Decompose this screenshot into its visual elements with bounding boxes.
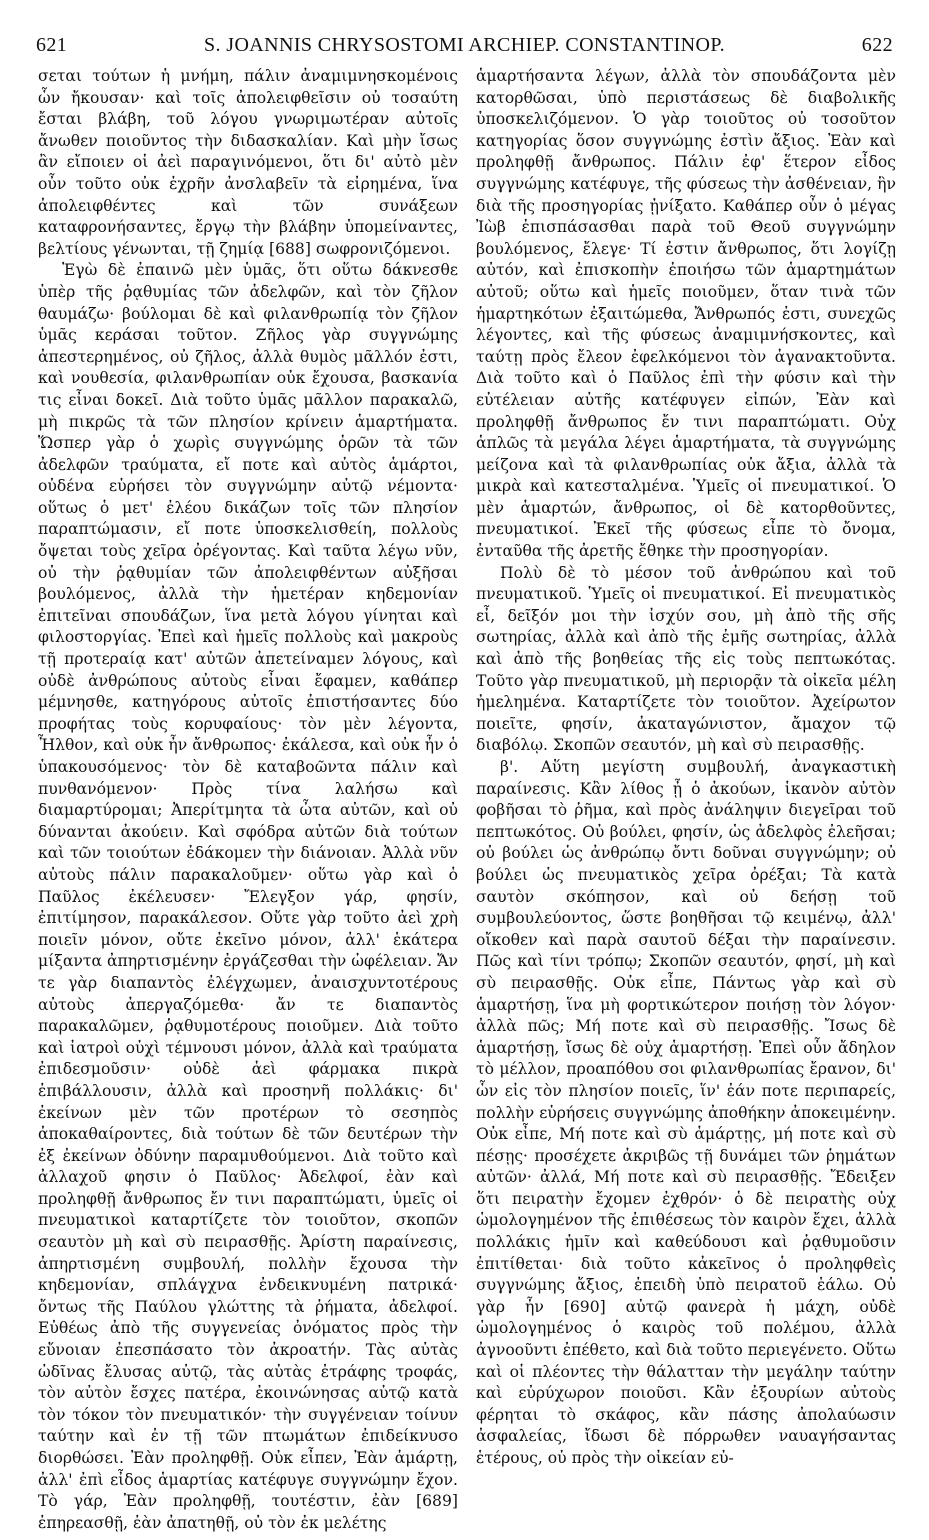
paragraph: β'. Αὕτη μεγίστη συμβουλή, ἀναγκαστικὴ παραίνεσις. Κἂν λίθος ᾖ ὁ ἀκούων, ἱκανὸν αὐτὸν φοβῆσαι τὸ ῥῆμα, καὶ πρὸς ἀνάληψιν διεγεῖραι τοῦ πεπτωκότος. Οὐ βούλει, φησίν, ὡς ἀδελφὸς ἐλεῆσαι; οὐ βούλει ὡς ἀνθρώπῳ ὄντι δοῦναι συγγνώμην; οὐ βούλει ὡς πνευματικὸς χεῖρα ὀρέξαι; Τὰ κατὰ σαυτὸν σκόπησον, καὶ οὐ δεήσῃ τοῦ συμβουλεύοντος, ὥστε βοηθῆσαι τῷ κειμένῳ, ἀλλ' οἴκοθεν καὶ παρὰ σαυτοῦ δέξαι τὴν παραίνεσιν. Πῶς καὶ τίνι τρόπῳ; Σκοπῶν σεαυτόν, φησί, μὴ καὶ σὺ πειρασθῇς. Οὐκ εἶπε, Πάντως γὰρ καὶ σὺ ἁμαρτήσῃ, ἵνα μὴ φορτικώτερον ποιήσῃ τὸν λόγον· ἀλλὰ πῶς; Μή ποτε καὶ σὺ πειρασθῇς. Ἴσως δὲ ἁμαρτήσῃ, ἴσως δὲ οὐχ ἁμαρτήσῃ. Ἐπεὶ οὖν ἄδηλον τὸ μέλλον, προαπόθου σοι φιλανθρωπίας ἔρανον, δι' ὧν εἰς τὸν πλησίον ποιεῖς, ἵν' ἐάν ποτε περιπαρείς, πολλὴν εὑρήσεις συγγνώμης ἀποθήκην ἀποκειμένην. Οὐκ εἶπε, Μή ποτε καὶ σὺ ἁμάρτῃς, μή ποτε καὶ σὺ πέσῃς· προσέχετε ἀκριβῶς τῇ δυνάμει τῶν ῥημάτων αὐτῶν· ἀλλά, Μή ποτε καὶ σὺ πειρασθῇς. Ἔδειξεν ὅτι πειρατὴν ἔχομεν ἐχθρόν· ὁ δὲ πειρατὴς οὐχ ὡμολογημένον τῆς ἐπιθέσεως τὸν καιρὸν ἔχει, ἀλλὰ πολλάκις ἡμῖν καὶ καθεύδουσι καὶ ῥᾳθυμοῦσιν ἐπιτίθεται· διὰ τοῦτο κἀκεῖνος ὁ προληφθεὶς συγγνώμης ἄξιος, ἐπειδὴ ὑπὸ πειρατοῦ ἑάλω. Οὐ γὰρ ἦν [690] αὐτῷ φανερὰ ἡ μάχη, οὐδὲ ὡμολογημένος ὁ καιρὸς τοῦ πολέμου, ἀλλὰ ἀγνοοῦντι ἐπέθετο, καὶ διὰ τοῦτο περιεγένετο. Οὕτω καὶ οἱ πλέοντες τὴν θάλατταν τὴν μεγάλην ταύτην καὶ εὐρύχωρον ποιοῦσι. Κἂν ἐξουρίων αὐτοὺς φέρηται τὸ σκάφος, κἂν πάσης ἀπολαύωσιν ἀσφαλείας, ἴδωσι δὲ πόρρωθεν ναυαγήσαντας ἑτέρους, οὐ πρὸς τὴν οἰκείαν εὐ- bbox=[476, 758, 896, 1467]
paragraph: Πολὺ δὲ τὸ μέσον τοῦ ἀνθρώπου καὶ τοῦ πνευματικοῦ. Ὑμεῖς οἱ πνευματικοί. Εἰ πνευματικὸς εἶ, δεῖξόν μοι τὴν ἰσχύν σου, μὴ ἀπὸ τῆς σῆς σωτηρίας, ἀλλὰ καὶ ἀπὸ τῆς ἐμῆς σωτηρίας, ἀλλὰ καὶ ἀπὸ τῆς βοηθείας τῆς εἰς τοὺς πεπτωκότας. Τοῦτο γὰρ πνευματικοῦ, μὴ περιορᾷν τὰ οἰκεῖα μέλη ἠμελημένα. Καταρτίζετε τὸν τοιοῦτον. Ἀχείρωτον ποιεῖτε, φησίν, ἀκαταγώνιστον, ἄμαχον τῷ διαβόλῳ. Σκοπῶν σεαυτόν, μὴ καὶ σὺ πειρασθῇς. bbox=[476, 563, 896, 755]
page-number-left: 621 bbox=[36, 34, 68, 56]
paragraph: ἁμαρτήσαντα λέγων, ἀλλὰ τὸν σπουδάζοντα μὲν κατορθῶσαι, ὑπὸ περιστάσεως δὲ διαβολικῆς ὑποσκελιζόμενον. Ὁ γὰρ τοιοῦτος οὐ τοσοῦτον κατηγορίας ὅσον συγγνώμης ἐστὶν ἄξιος. Ἐὰν καὶ προληφθῇ ἄνθρωπος. Πάλιν ἐφ' ἕτερον εἶδος συγγνώμης κατέφυγε, τῆς φύσεως τὴν ἀσθένειαν, ἣν διὰ τῆς προσηγορίας ᾐνίξατο. Καθάπερ οὖν ὁ μέγας Ἰὼβ ἐπισπάσασθαι παρὰ τοῦ Θεοῦ συγγνώμην βουλόμενος, ἔλεγε· Τί ἐστιν ἄνθρωπος, ὅτι λογίζῃ αὐτόν, καὶ ἐπισκοπὴν ἐποιήσω τῶν ἁμαρτημάτων αὐτοῦ; οὕτω καὶ ἡμεῖς ποιοῦμεν, ὅταν τινὰ τῶν ἡμαρτηκότων ἐξαιτώμεθα, Ἄνθρωπός ἐστι, συνεχῶς λέγοντες, καὶ τῆς φύσεως ἀναμιμνήσκοντες, καὶ ταύτῃ πρὸς ἔλεον ἐφελκόμενοι τὸν ἀγανακτοῦντα. Διὰ τοῦτο καὶ ὁ Παῦλος ἐπὶ τὴν φύσιν καὶ τὴν εὐτέλειαν αὐτῆς κατέφυγεν εἰπών, Ἐὰν καὶ προληφθῇ ἄνθρωπος ἔν τινι παραπτώματι. Οὐχ ἁπλῶς τὰ μεγάλα λέγει ἁμαρτήματα, τὰ συγγνώμης μείζονα καὶ τὰ φιλανθρωπίας οὐκ ἄξια, ἀλλὰ τὰ μικρὰ καὶ κατεσταλμένα. Ὑμεῖς οἱ πνευματικοί. Ὁ μὲν ἁμαρτών, ἄνθρωπος, οἱ δὲ κατορθοῦντες, πνευματικοί. Ἐκεῖ τῆς φύσεως εἶπε τὸ ὄνομα, ἐνταῦθα τῆς ἀρετῆς ἔθηκε τὴν προσηγορίαν. bbox=[476, 67, 896, 561]
left-column bbox=[38, 66, 458, 1534]
page-header bbox=[36, 34, 893, 60]
paragraph: Ἐγὼ δὲ ἐπαινῶ μὲν ὑμᾶς, ὅτι οὕτω δάκνεσθε ὑπὲρ τῆς ῥᾳθυμίας τῶν ἀδελφῶν, καὶ τὸν ζῆλον θαυμάζω· βούλομαι δὲ καὶ φιλανθρωπίᾳ τὸν ζῆλον ὑμᾶς κεράσαι τοῦτον. Ζῆλος γὰρ συγγνώμης ἀπεστερημένος, οὐ ζῆλος, ἀλλὰ θυμὸς μᾶλλόν ἐστι, καὶ νουθεσία, φιλανθρωπίαν οὐκ ἔχουσα, βασκανία τις εἶναι δοκεῖ. Διὰ τοῦτο ὑμᾶς μᾶλλον παρακαλῶ, μὴ πικρῶς τὰ τῶν πλησίον κρίνειν ἁμαρτήματα. Ὥσπερ γὰρ ὁ χωρὶς συγγνώμης ὁρῶν τὰ τῶν ἀδελφῶν τραύματα, εἴ ποτε καὶ αὐτὸς ἁμάρτοι, οὐδένα εὑρήσει τὸν συγγνώμην αὐτῷ νέμοντα· οὕτως ὁ μετ' ἐλέου δικάζων τοῖς τῶν πλησίον παραπτώμασιν, εἴ ποτε ὑποσκελισθείη, πολλοὺς ὄψεται τοὺς χεῖρα ὀρέγοντας. Καὶ ταῦτα λέγω νῦν, οὐ τὴν ῥᾳθυμίαν τῶν ἀπολειφθέντων αὐξῆσαι βουλόμενος, ἀλλὰ τὴν ἡμετέραν κηδεμονίαν ἐπιτεῖναι σπουδάζων, ἵνα μετὰ λόγου γίνηται καὶ φιλοστοργίας. Ἐπεὶ καὶ ἡμεῖς πολλοὺς καὶ μακροὺς τῇ προτεραίᾳ κατ' αὐτῶν ἀπετείναμεν λόγους, καὶ οὐδὲ ἀνθρώπους αὐτοὺς εἶναι ἔφαμεν, καθάπερ μέμνησθε, κατηγόρους αὐτοῖς ἐπιστήσαντες δύο προφήτας τοὺς κορυφαίους· τὸν μὲν λέγοντα, Ἦλθον, καὶ οὐκ ἦν ἄνθρωπος· ἐκάλεσα, καὶ οὐκ ἦν ὁ ὑπακουσόμενος· τὸν δὲ καταβοῶντα πάλιν καὶ πυνθανόμενον· Πρὸς τίνα λαλήσω καὶ διαμαρτύρομαι; Ἀπερίτμητα τὰ ὦτα αὐτῶν, καὶ οὐ δύνανται ἀκούειν. Καὶ σφόδρα αὐτῶν διὰ τούτων καὶ τῶν τοιούτων ἐδάκομεν τὴν διάνοιαν. Ἀλλὰ νῦν αὐτοὺς πάλιν παρακαλοῦμεν· οὕτω γὰρ καὶ ὁ Παῦλος ἐκέλευσεν· Ἔλεγξον γάρ, φησίν, ἐπιτίμησον, παρακάλεσον. Οὔτε γὰρ τοῦτο ἀεὶ χρὴ ποιεῖν μόνον, οὔτε ἐκεῖνο μόνον, ἀλλ' ἑκάτερα μίξαντα ἀπηρτισμένην ἐργάζεσθαι τὴν ὠφέλειαν. Ἄν τε γὰρ διαπαντὸς ἐλέγχωμεν, ἀναισχυντοτέρους αὐτοὺς ἀπεργαζόμεθα· ἄν τε διαπαντὸς παρακαλῶμεν, ῥᾳθυμοτέρους ποιοῦμεν. Διὰ τοῦτο καὶ ἰατροὶ οὐχὶ τέμνουσι μόνον, ἀλλὰ καὶ τραύματα ἐπιδεσμοῦσιν· οὐδὲ ἀεὶ φάρμακα πικρὰ ἐπιβάλλουσιν, ἀλλὰ καὶ προσηνῆ πολλάκις· δι' ἐκείνων μὲν τῶν προτέρων τὸ σεσηπὸς ἀποκαθαίροντες, διὰ τούτων δὲ τῶν δευτέρων τὴν ἐξ ἐκείνων ὀδύνην παραμυθούμενοι. Διὰ τοῦτο καὶ ἀλλαχοῦ φησιν ὁ Παῦλος· Ἀδελφοί, ἐὰν καὶ προληφθῇ ἄνθρωπος ἔν τινι παραπτώματι, ὑμεῖς οἱ πνευματικοὶ καταρτίζετε τὸν τοιοῦτον, σκοπῶν σεαυτὸν μὴ καὶ σὺ πειρασθῇς. Ἀρίστη παραίνεσις, ἀπηρτισμένη συμβουλή, πολλὴν ἔχουσα τὴν κηδεμονίαν, σπλάγχνα ἐνδεικνυμένη πατρικά· ὄντως τῆς Παύλου γλώττης τὰ ῥήματα, ἀδελφοί. Εὐθέως ἀπὸ τῆς συγγενείας ὀνόματος πρὸς τὴν εὔνοιαν ἐπεσπάσατο τὸν ἀκροατήν. Τὰς αὐτὰς ὠδῖνας ἔλυσας αὐτῷ, τὰς αὐτὰς ἐτράφης τροφάς, τὸν αὐτὸν ἔσχες πατέρα, ἐκοινώνησας αὐτῷ κατὰ τὸν τόκον τὸν πνευματικόν· τὴν συγγένειαν τοίνυν ταύτην καὶ ἐν τῇ τῶν πτωμάτων ἐπιδείκνυσο διορθώσει. Ἐὰν προληφθῇ. Οὐκ εἶπεν, Ἐὰν ἁμάρτῃ, ἀλλ' ἐπὶ εἶδος ἁμαρτίας κατέφυγε συγγνώμην ἔχον. Τὸ γάρ, Ἐὰν προληφθῇ, τουτέστιν, ἐὰν [689] ἐπηρεασθῇ, ἐὰν ἀπατηθῇ, οὐ τὸν ἐκ μελέτης bbox=[38, 261, 458, 1532]
running-title: S. JOANNIS CHRYSOSTOMI ARCHIEP. CONSTANTINOP. bbox=[203, 34, 726, 56]
page-number-right: 622 bbox=[861, 34, 893, 56]
paragraph: σεται τούτων ἡ μνήμη, πάλιν ἀναμιμνησκομένοις ὧν ἤκουσαν· καὶ τοῖς ἀπολειφθεῖσιν οὐ τοσαύτη ἔσται βλάβη, τοῦ λόγου γνωριμωτέραν αὐτοῖς ἄνωθεν ποιοῦντος τὴν διδασκαλίαν. Καὶ μὴν ἴσως ἂν εἴποιεν οἱ ἀεὶ παραγινόμενοι, ὅτι δι' αὐτὸ μὲν οὖν τοῦτο οὐκ ἐχρῆν ἀνσλαβεῖν τὰ εἰρημένα, ἵνα ἀπολειφθέντες καὶ τῶν συνάξεων καταφρονήσαντες, ἔργῳ τὴν βλάβην ὑπομείναντες, βελτίους γένωνται, τῇ ζημίᾳ [688] σωφρονιζόμενοι. bbox=[38, 67, 458, 258]
right-column bbox=[476, 66, 896, 1470]
